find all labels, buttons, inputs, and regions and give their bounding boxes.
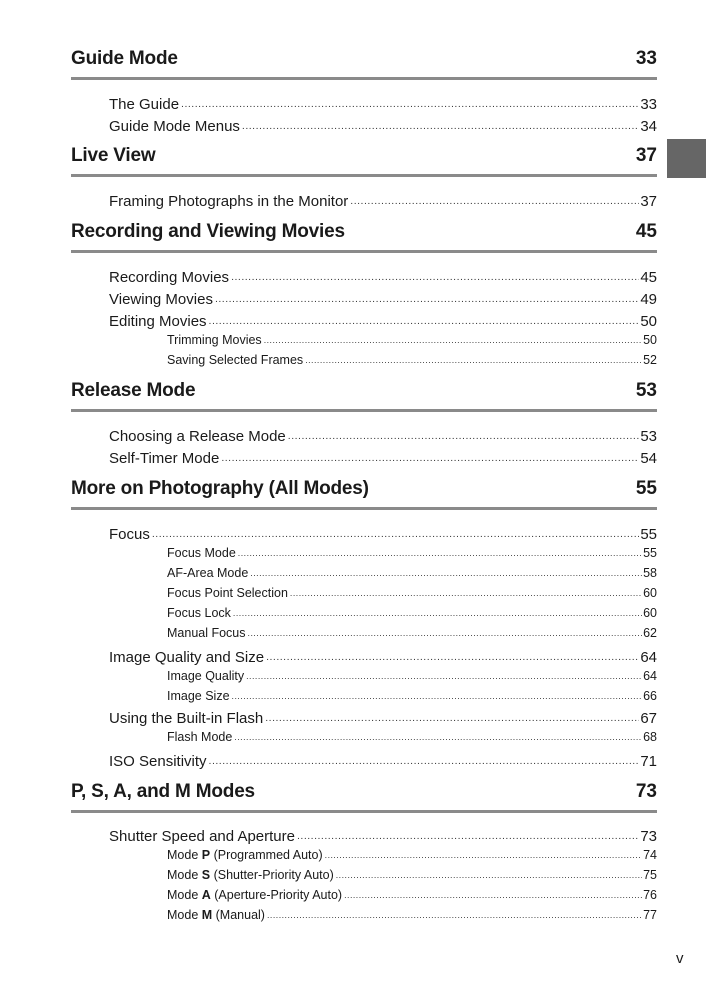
chapter-rule [71,174,657,177]
toc-entry-af-area-mode[interactable]: AF-Area Mode ..... 58 [167,564,657,584]
leader-dots [297,826,639,841]
leader-dots [264,331,642,344]
toc-entry-image-size[interactable]: Image Size ..... 66 [167,687,657,707]
chapter-page: 37 [635,145,657,166]
toc-entry-framing-photographs[interactable]: Framing Photographs in the Monitor ..... 37 [109,191,657,211]
leader-dots [350,191,639,206]
toc-entry-trimming-movies[interactable]: Trimming Movies ..... 50 [167,331,657,351]
leader-dots [267,906,642,919]
toc-entry-image-quality-and-size[interactable]: Image Quality and Size ..... 64 [109,647,657,667]
chapter-heading-more-on-photography [71,476,657,506]
leader-dots [181,94,639,109]
chapter-heading-release-mode [71,378,657,408]
toc-entry-focus-point-selection[interactable]: Focus Point Selection ..... 60 [167,584,657,604]
leader-dots [250,564,642,577]
chapter-title: More on Photography (All Modes) [71,478,369,499]
toc-entry-flash-mode[interactable]: Flash Mode ..... 68 [167,728,657,748]
chapter-title: P, S, A, and M Modes [71,781,255,802]
chapter-heading-recording-viewing-movies [71,219,657,249]
toc-entry-mode-s[interactable]: Mode S (Shutter-Priority Auto) ..... 75 [167,866,657,886]
toc-entry-editing-movies[interactable]: Editing Movies ..... 50 [109,311,657,331]
leader-dots [248,624,643,637]
leader-dots [232,687,643,700]
toc-entry-saving-selected-frames[interactable]: Saving Selected Frames ..... 52 [167,351,657,371]
toc-entry-self-timer-mode[interactable]: Self-Timer Mode ..... 54 [109,448,657,468]
chapter-page: 53 [635,380,657,401]
chapter-title: Guide Mode [71,48,178,69]
chapter-title: Live View [71,145,156,166]
leader-dots [242,116,639,131]
leader-dots [209,311,640,326]
toc-entry-recording-movies[interactable]: Recording Movies ..... 45 [109,267,657,287]
chapter-thumb-tab [667,139,706,178]
toc-entry-image-quality[interactable]: Image Quality ..... 64 [167,667,657,687]
toc-entry-focus[interactable]: Focus ..... 55 [109,524,657,544]
leader-dots [336,866,642,879]
chapter-title: Recording and Viewing Movies [71,221,345,242]
chapter-page: 45 [635,221,657,242]
leader-dots [290,584,642,597]
leader-dots [215,289,639,304]
toc-entry-the-guide[interactable]: The Guide ..... 33 [109,94,657,114]
toc-entry-choosing-release-mode[interactable]: Choosing a Release Mode ..... 53 [109,426,657,446]
leader-dots [233,604,642,617]
leader-dots [305,351,642,364]
toc-entry-built-in-flash[interactable]: Using the Built-in Flash ..... 67 [109,708,657,728]
chapter-rule [71,507,657,510]
toc-entry-viewing-movies[interactable]: Viewing Movies ..... 49 [109,289,657,309]
leader-dots [288,426,640,441]
toc-entry-mode-a[interactable]: Mode A (Aperture-Priority Auto) ..... 76 [167,886,657,906]
toc-entry-mode-m[interactable]: Mode M (Manual) ..... 77 [167,906,657,926]
chapter-heading-live-view [71,143,657,173]
toc-entry-guide-mode-menus[interactable]: Guide Mode Menus ..... 34 [109,116,657,136]
leader-dots [221,448,639,463]
chapter-title: Release Mode [71,380,196,401]
leader-dots [265,708,639,723]
chapter-page: 33 [635,48,657,69]
page-number: v [676,950,684,967]
leader-dots [234,728,642,741]
toc-entry-focus-lock[interactable]: Focus Lock ..... 60 [167,604,657,624]
leader-dots [325,846,642,859]
toc-entry-manual-focus[interactable]: Manual Focus ..... 62 [167,624,657,644]
chapter-rule [71,409,657,412]
leader-dots [266,647,639,662]
leader-dots [344,886,642,899]
leader-dots [238,544,642,557]
toc-entry-iso-sensitivity[interactable]: ISO Sensitivity ..... 71 [109,751,657,771]
chapter-rule [71,250,657,253]
chapter-rule [71,77,657,80]
leader-dots [246,667,642,680]
leader-dots [209,751,640,766]
chapter-rule [71,810,657,813]
chapter-heading-guide-mode [71,46,657,76]
leader-dots [152,524,639,539]
leader-dots [231,267,639,282]
toc-entry-focus-mode[interactable]: Focus Mode ..... 55 [167,544,657,564]
toc-entry-shutter-speed-aperture[interactable]: Shutter Speed and Aperture ..... 73 [109,826,657,846]
chapter-page: 73 [635,781,657,802]
chapter-heading-psam-modes [71,779,657,809]
toc-entry-mode-p[interactable]: Mode P (Programmed Auto) ..... 74 [167,846,657,866]
chapter-page: 55 [635,478,657,499]
